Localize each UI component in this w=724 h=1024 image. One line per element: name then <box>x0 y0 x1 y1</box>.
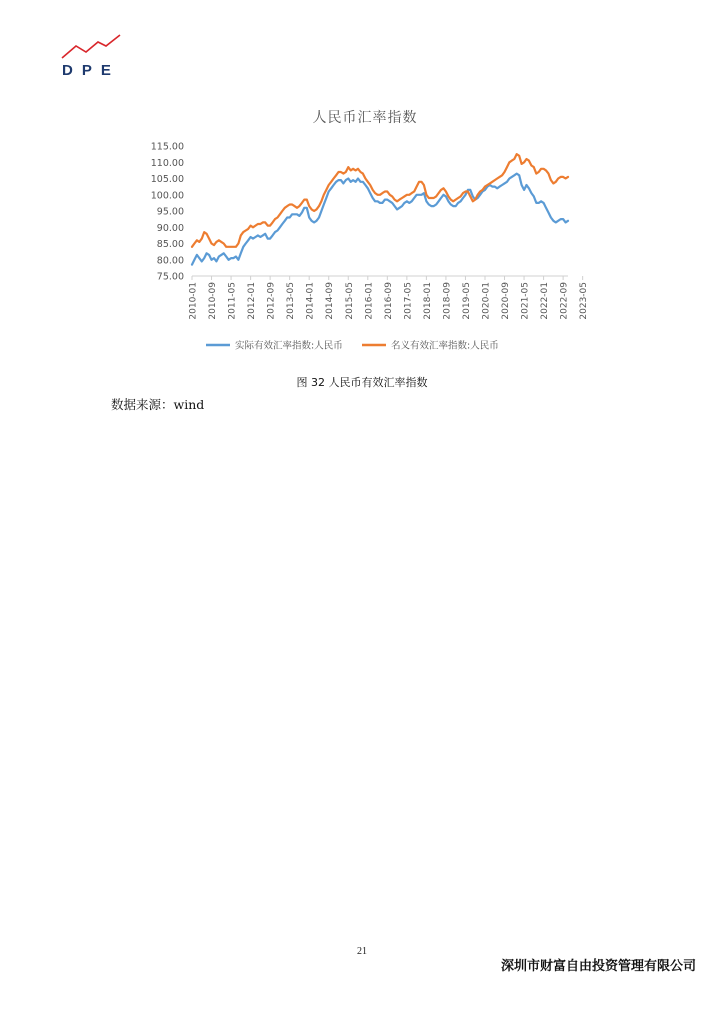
legend-label: 实际有效汇率指数:人民币 <box>235 340 343 352</box>
y-tick-label: 75.00 <box>156 271 184 283</box>
company-logo <box>58 32 126 80</box>
x-tick-label: 2011-05 <box>227 282 238 320</box>
series-lines <box>192 154 568 265</box>
line-chart <box>140 100 590 365</box>
y-tick-label: 100.00 <box>150 190 184 202</box>
legend-label: 名义有效汇率指数:人民币 <box>391 340 499 352</box>
chart-title: 人民币汇率指数 <box>312 110 418 126</box>
series-line-nominal <box>192 154 568 247</box>
x-tick-label: 2016-09 <box>383 282 394 320</box>
x-tick-label: 2018-09 <box>442 282 453 320</box>
x-tick-label: 2018-01 <box>422 282 433 320</box>
y-tick-label: 110.00 <box>150 157 184 169</box>
x-tick-label: 2020-01 <box>481 282 492 320</box>
figure-caption: 图 32 人民币有效汇率指数 <box>296 376 428 389</box>
y-tick-label: 105.00 <box>150 174 184 185</box>
chart-container <box>140 100 590 365</box>
x-tick-label: 2017-05 <box>403 282 414 320</box>
legend <box>206 340 499 352</box>
page-number: 21 <box>357 946 367 957</box>
x-tick-label: 2021-05 <box>520 282 531 320</box>
y-tick-label: 115.00 <box>150 141 184 153</box>
y-tick-label: 80.00 <box>156 255 184 267</box>
series-line-real <box>192 174 568 265</box>
x-tick-label: 2012-01 <box>247 282 258 320</box>
y-tick-label: 95.00 <box>156 206 184 218</box>
y-tick-label: 90.00 <box>156 222 184 234</box>
x-tick-label: 2016-01 <box>364 282 375 320</box>
x-tick-label: 2012-09 <box>266 282 277 320</box>
x-tick-label: 2020-09 <box>501 282 512 320</box>
x-tick-label: 2014-09 <box>325 282 336 320</box>
logo-swoosh-icon <box>58 32 126 62</box>
x-tick-label: 2015-05 <box>344 282 355 320</box>
x-axis <box>189 276 590 320</box>
x-tick-label: 2013-05 <box>286 282 297 320</box>
x-tick-label: 2010-01 <box>188 282 199 320</box>
company-name: 深圳市财富自由投资管理有限公司 <box>500 959 696 974</box>
x-tick-label: 2010-09 <box>208 282 219 320</box>
x-tick-label: 2019-05 <box>461 282 472 320</box>
logo-text: DPE <box>62 62 120 79</box>
x-tick-label: 2014-01 <box>305 282 316 320</box>
y-axis <box>151 142 184 283</box>
data-source: 数据来源：wind <box>111 397 205 412</box>
x-tick-label: 2023-05 <box>579 282 590 320</box>
x-tick-label: 2022-09 <box>559 282 570 320</box>
y-tick-label: 85.00 <box>156 239 184 250</box>
x-tick-label: 2022-01 <box>540 282 551 320</box>
